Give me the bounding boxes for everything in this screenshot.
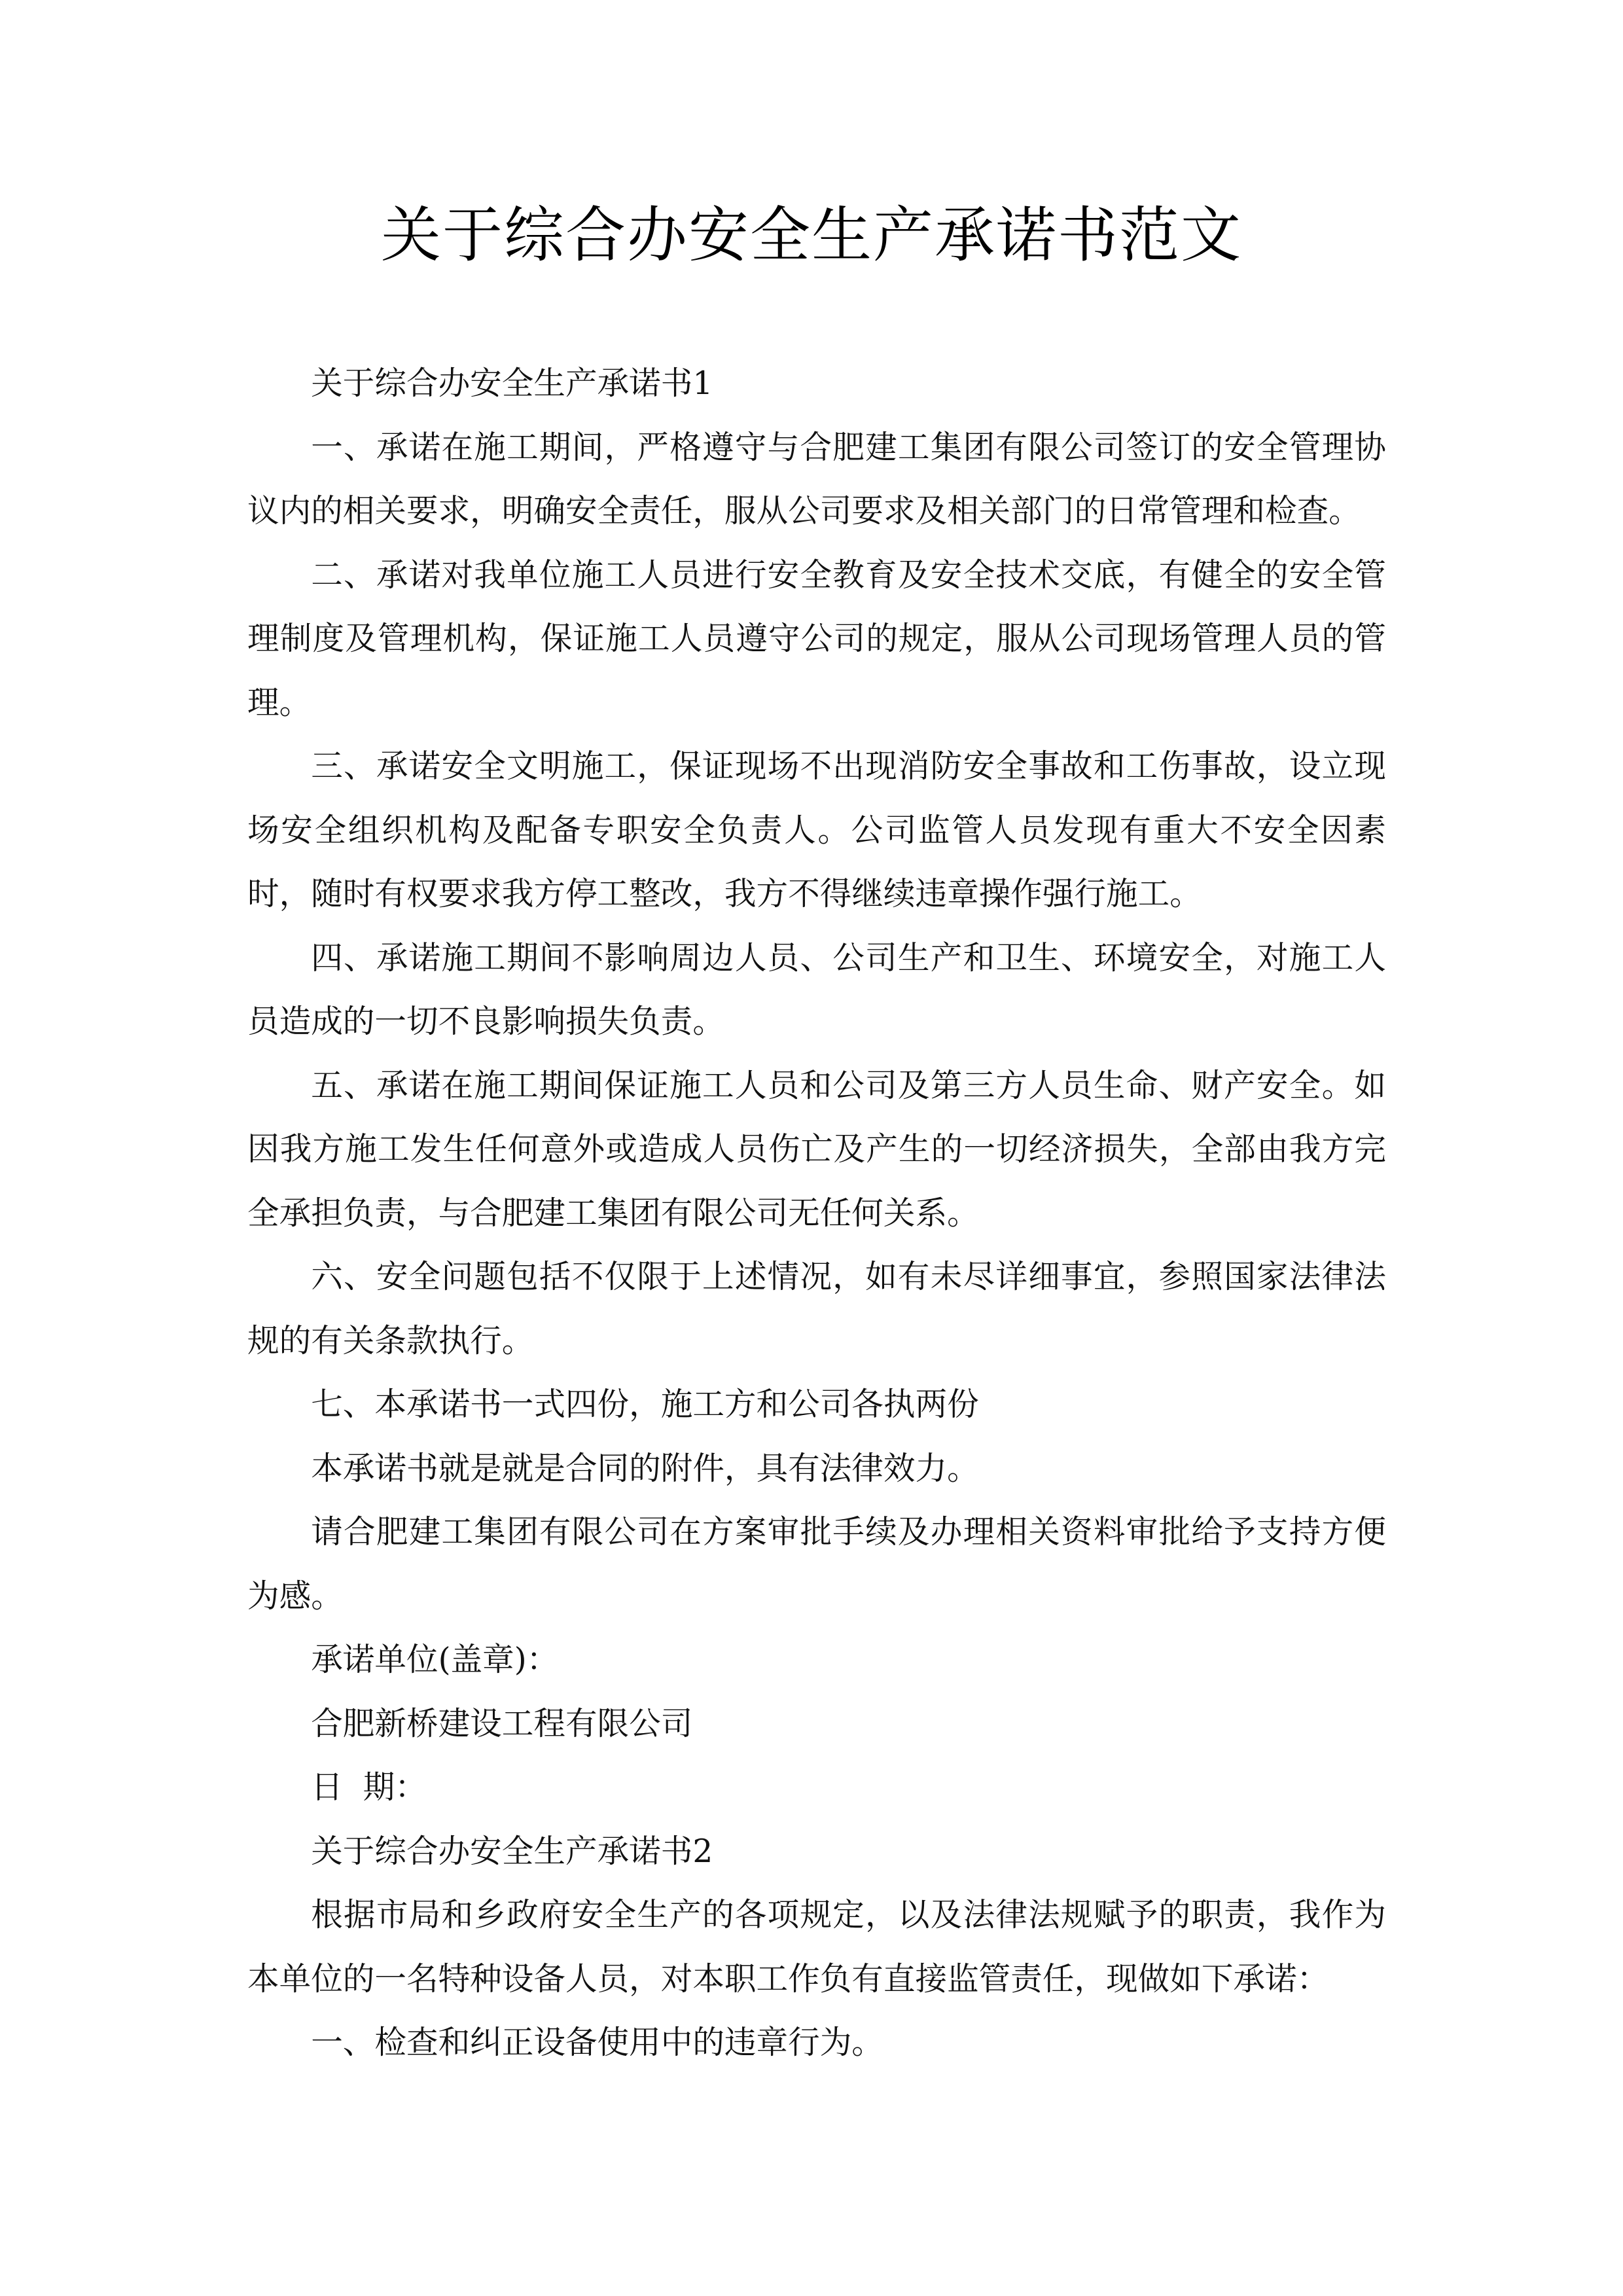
document-title: 关于综合办安全生产承诺书范文: [380, 200, 1242, 270]
date-label: 日 期：: [311, 1769, 427, 1806]
legal-effect-paragraph: 本承诺书就是就是合同的附件，具有法律效力。: [311, 1450, 979, 1487]
section-heading-1: 关于综合办安全生产承诺书1: [311, 365, 713, 402]
request-paragraph: 请合肥建工集团有限公司在方案审批手续及办理相关资料审批给予支持方便为感。: [247, 1514, 1386, 1615]
clause-2: 二、承诺对我单位施工人员进行安全教育及安全技术交底，有健全的安全管理制度及管理机构，保证施工人员遵守公司的规定，服从公司现场管理人员的管理。: [247, 556, 1386, 721]
clause-4: 四、承诺施工期间不影响周边人员、公司生产和卫生、环境安全，对施工人员造成的一切不良影响损失负责。: [247, 939, 1386, 1040]
signatory-label: 承诺单位(盖章)：: [311, 1641, 559, 1678]
clause-2-1: 一、检查和纠正设备使用中的违章行为。: [311, 2024, 883, 2061]
intro-paragraph-2: 根据市局和乡政府安全生产的各项规定，以及法律法规赋予的职责，我作为本单位的一名特种设备人员，对本职工作负有直接监管责任，现做如下承诺：: [247, 1897, 1386, 1998]
document-body: [247, 352, 1386, 2075]
section-heading-2: 关于综合办安全生产承诺书2: [311, 1833, 713, 1870]
clause-3: 三、承诺安全文明施工，保证现场不出现消防安全事故和工伤事故，设立现场安全组织机构及配备专职安全负责人。公司监管人员发现有重大不安全因素时，随时有权要求我方停工整改，我方不得继续违章操作强行施工。: [247, 748, 1386, 912]
clause-1: 一、承诺在施工期间，严格遵守与合肥建工集团有限公司签订的安全管理协议内的相关要求，明确安全责任，服从公司要求及相关部门的日常管理和检查。: [247, 429, 1386, 529]
company-name: 合肥新桥建设工程有限公司: [311, 1705, 693, 1742]
clause-6: 六、安全问题包括不仅限于上述情况，如有未尽详细事宜，参照国家法律法规的有关条款执行。: [247, 1259, 1386, 1359]
clause-7: 七、本承诺书一式四份，施工方和公司各执两份: [311, 1386, 979, 1423]
clause-5: 五、承诺在施工期间保证施工人员和公司及第三方人员生命、财产安全。如因我方施工发生任何意外或造成人员伤亡及产生的一切经济损失，全部由我方完全承担负责，与合肥建工集团有限公司无任何关系。: [247, 1067, 1386, 1232]
